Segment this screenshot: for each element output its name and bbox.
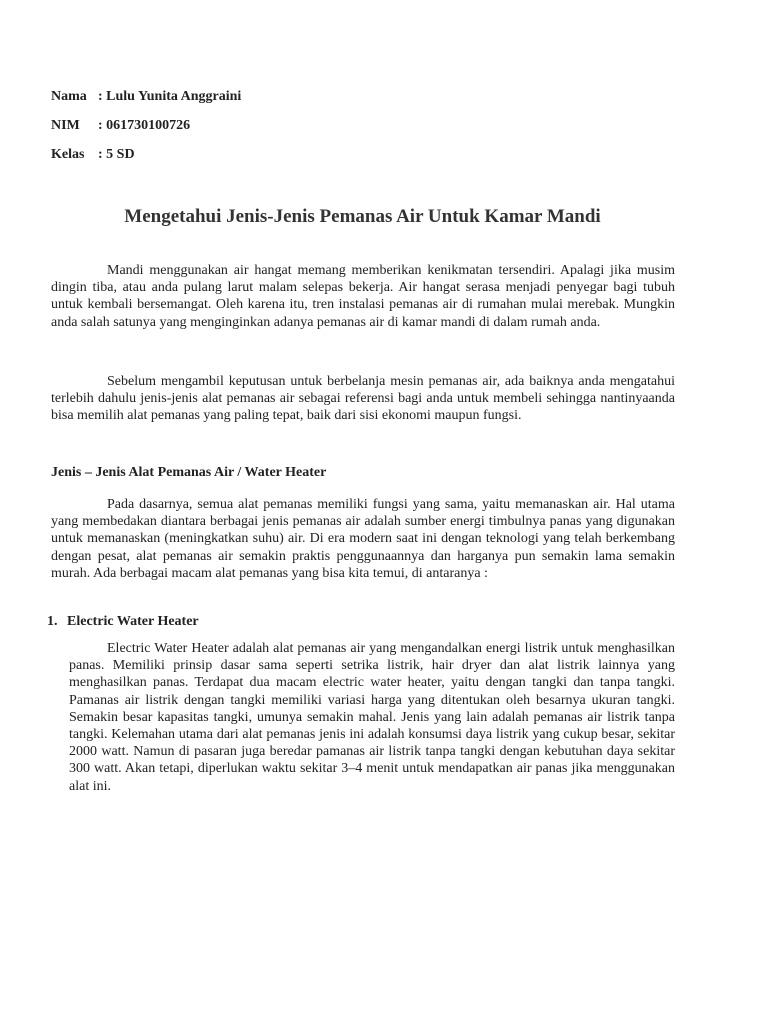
student-name-line bbox=[51, 89, 241, 105]
nim-value: : 061730100726 bbox=[98, 118, 191, 133]
item-paragraph-text: Electric Water Heater adalah alat pemanas air yang mengandalkan energi listrik untuk menghasilkan panas. Memiliki prinsip dasar sama seperti setrika listrik, hair dryer dan alat listrik lainnya yang menghasilkan panas. Terdapat dua macam electric water heater, yaitu dengan tangki dan tanpa tangki. Pamanas air listrik dengan tangki memiliki variasi harga yang ditentukan oleh besarnya ukuran tangki. Semakin besar kapasitas tangki, umunya semakin mahal. Jenis yang lain adalah pemanas air listrik tanpa tangki. Kelemahan utama dari alat pemanas jenis ini adalah konsumsi daya listrik yang cukup besar, sekitar 2000 watt. Namun di pasaran juga beredar pamanas air listrik tanpa tangki dengan kebutuhan daya sekitar 300 watt. Akan tetapi, diperlukan waktu sekitar 3–4 menit untuk mendapatkan air panas jika menggunakan alat ini. bbox=[69, 641, 675, 794]
intro-paragraph-1 bbox=[51, 262, 675, 331]
section-heading: Jenis – Jenis Alat Pemanas Air / Water Heater bbox=[51, 465, 327, 480]
item-number: 1. bbox=[47, 614, 58, 629]
name-value: : Lulu Yunita Anggraini bbox=[98, 89, 242, 104]
name-label: Nama bbox=[51, 89, 87, 104]
item-heading-text: Electric Water Heater bbox=[67, 614, 199, 629]
student-nim-line bbox=[51, 118, 190, 134]
intro-paragraph-2 bbox=[51, 373, 675, 425]
intro-paragraph-2-text: Sebelum mengambil keputusan untuk berbelanja mesin pemanas air, ada baiknya anda mengatahui terlebih dahulu jenis-jenis alat pemanas air sebagai referensi bagi anda untuk membeli sehingga nantinyaanda bisa memilih alat pemanas yang paling tepat, baik dari sisi ekonomi maupun fungsi. bbox=[51, 374, 675, 424]
intro-paragraph-1-text: Mandi menggunakan air hangat memang memberikan kenikmatan tersendiri. Apalagi jika musim dingin tiba, atau anda pulang larut malam selepas bekerja. Air hangat serasa menjadi penyegar bagi tubuh untuk kembali bersemangat. Oleh karena itu, tren instalasi pemanas air di rumahan mulai merebak. Mungkin anda salah satunya yang menginginkan adanya pemanas air di kamar mandi di dalam rumah anda. bbox=[51, 263, 675, 330]
class-value: : 5 SD bbox=[98, 147, 135, 162]
section-paragraph-text: Pada dasarnya, semua alat pemanas memiliki fungsi yang sama, yaitu memanaskan air. Hal utama yang membedakan diantara berbagai jenis pemanas air adalah sumber energi timbulnya panas yang digunakan untuk memanaskan (meningkatkan suhu) air. Di era modern saat ini dengan teknologi yang telah berkembang dengan pesat, alat pemanas air semakin praktis penggunaannya dan harganya pun semakin lama semakin murah. Ada berbagai macam alat pemanas yang bisa kita temui, di antaranya : bbox=[51, 497, 675, 581]
student-class-line bbox=[51, 147, 135, 163]
item-heading bbox=[47, 614, 199, 630]
item-paragraph bbox=[69, 640, 675, 795]
nim-label: NIM bbox=[51, 118, 80, 133]
page-title: Mengetahui Jenis-Jenis Pemanas Air Untuk Kamar Mandi bbox=[124, 206, 601, 227]
class-label: Kelas bbox=[51, 147, 85, 162]
section-paragraph bbox=[51, 496, 675, 582]
